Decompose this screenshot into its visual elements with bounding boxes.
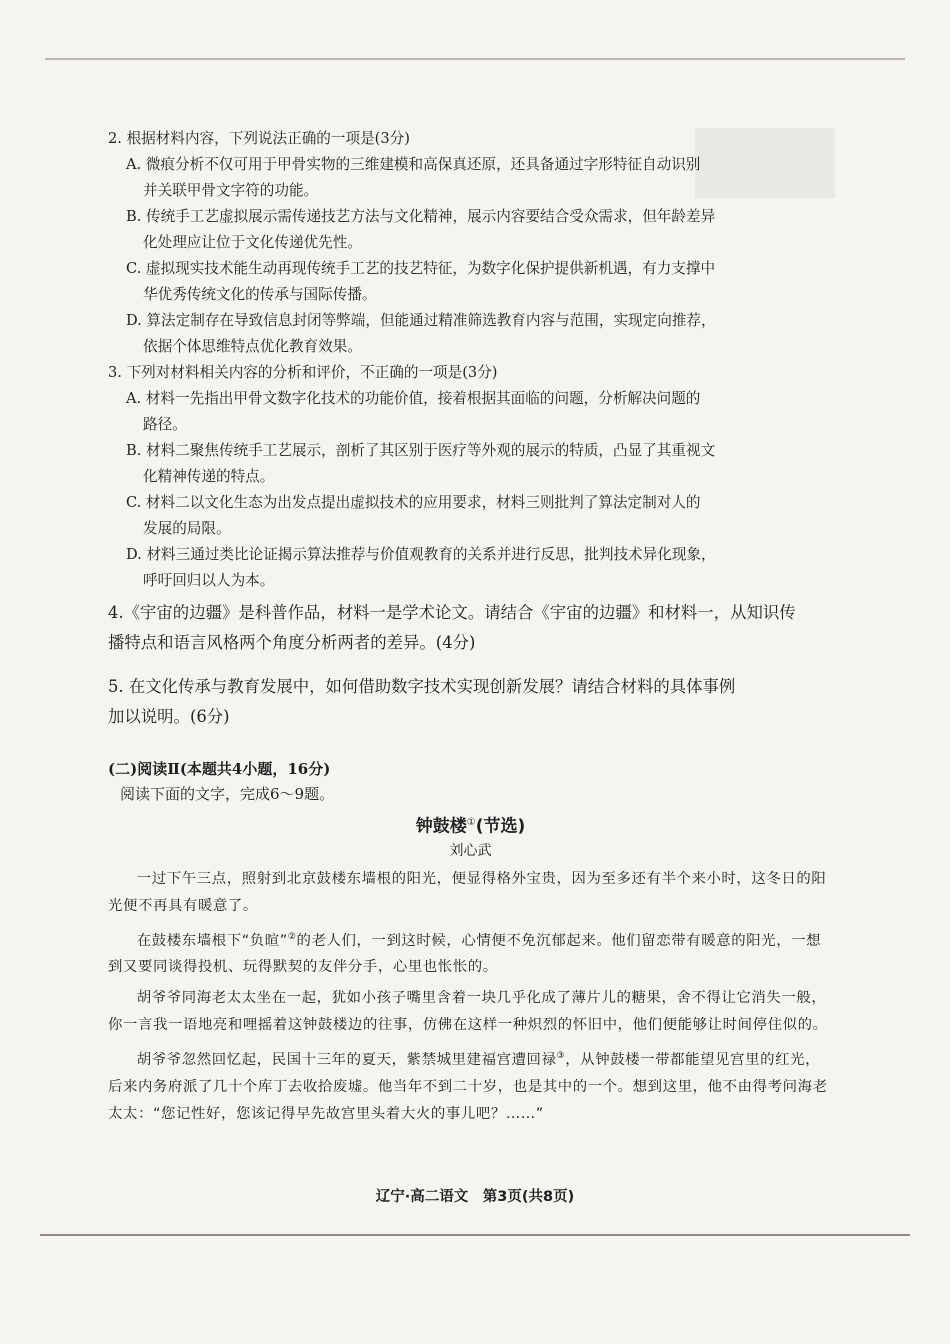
question-2-option-b: B. 传统手工艺虚拟展示需传递技艺方法与文化精神，展示内容要结合受众需求，但年龄差异 化处理应让位于文化传递优先性。 bbox=[126, 208, 716, 251]
top-divider bbox=[45, 58, 905, 60]
section-heading: (二)阅读Ⅱ(本题共4小题，16分) bbox=[108, 760, 331, 778]
question-4 bbox=[108, 598, 833, 658]
question-3-option-b: B. 材料二聚焦传统手工艺展示，剖析了其区别于医疗等外观的展示的特质，凸显了其重视文 化精神传递的特点。 bbox=[126, 442, 716, 485]
question-3-option-a: A. 材料一先指出甲骨文数字化技术的功能价值，接着根据其面临的问题，分析解决问题的 路径。 bbox=[126, 390, 701, 433]
question-5 bbox=[108, 672, 833, 732]
article-title: 钟鼓楼①(节选) bbox=[415, 816, 526, 837]
article-author: 刘心武 bbox=[449, 842, 492, 859]
question-3-stem: 3. 下列对材料相关内容的分析和评价，不正确的一项是(3分) bbox=[108, 364, 498, 381]
section-instruction: 阅读下面的文字，完成6～9题。 bbox=[120, 785, 335, 803]
article-paragraph-3: 胡爷爷同海老太太坐在一起，犹如小孩子嘴里含着一块几乎化成了薄片儿的糖果，舍不得让它消失一般，你一言我一语地亮和哩摇着这钟鼓楼边的往事，仿佛在这样一种炽烈的怀旧中，他们便能够让时间停住似的。 bbox=[108, 990, 828, 1034]
article-paragraph-4: 胡爷爷忽然回忆起，民国十三年的夏天，紫禁城里建福宫遭回禄③，从钟鼓楼一带都能望见宫里的红光，后来内务府派了几十个库丁去收拾废墟。他当年不到二十岁，也是其中的一个。想到这里，他不由得考问海老太太：“您记性好，您该记得早先故宫里头着大火的事儿吧？……” bbox=[108, 1051, 828, 1123]
footnote-mark-2: ② bbox=[287, 931, 297, 942]
question-3-option-c: C. 材料二以文化生态为出发点提出虚拟技术的应用要求，材料三则批判了算法定制对人的 发展的局限。 bbox=[126, 494, 701, 537]
question-4-line-1: 4.《宇宙的边疆》是科普作品，材料一是学术论文。请结合《宇宙的边疆》和材料一，从知识传 bbox=[108, 603, 796, 622]
article-paragraph-1: 一过下午三点，照射到北京鼓楼东墙根的阳光，便显得格外宝贵，因为至多还有半个来小时，这冬日的阳光便不再具有暖意了。 bbox=[108, 870, 827, 914]
question-2 bbox=[108, 126, 833, 360]
footnote-mark-3: ③ bbox=[556, 1051, 566, 1062]
question-2-option-c: C. 虚拟现实技术能生动再现传统手工艺的技艺特征，为数字化保护提供新机遇，有力支撑中 华优秀传统文化的传承与国际传播。 bbox=[126, 260, 716, 303]
question-5-line-1: 5. 在文化传承与教育发展中，如何借助数字技术实现创新发展？请结合材料的具体事例 bbox=[108, 677, 736, 696]
question-3-option-d: D. 材料三通过类比论证揭示算法推荐与价值观教育的关系并进行反思，批判技术异化现象， 呼吁回归以人为本。 bbox=[126, 546, 716, 589]
article-paragraph-2: 在鼓楼东墙根下“负暄”②的老人们，一到这时候，心情便不免沉郁起来。他们留恋带有暖意的阳光，一想到又要同谈得投机、玩得默契的友伴分手，心里也怅怅的。 bbox=[108, 931, 822, 976]
page-content bbox=[108, 126, 833, 1128]
question-2-stem: 2. 根据材料内容，下列说法正确的一项是(3分) bbox=[108, 130, 410, 147]
bottom-divider bbox=[40, 1234, 910, 1236]
page-footer: 辽宁·高二语文 第3页(共8页) bbox=[375, 1189, 575, 1205]
question-2-option-a: A. 微痕分析不仅可用于甲骨实物的三维建模和高保真还原，还具备通过字形特征自动识别 并关联甲骨文字符的功能。 bbox=[126, 156, 701, 199]
question-4-line-2: 播特点和语言风格两个角度分析两者的差异。(4分) bbox=[108, 633, 476, 652]
question-2-option-d: D. 算法定制存在导致信息封闭等弊端，但能通过精准筛选教育内容与范围，实现定向推荐， 依据个体思维特点优化教育效果。 bbox=[126, 312, 716, 355]
question-3 bbox=[108, 360, 833, 594]
question-5-line-2: 加以说明。(6分) bbox=[108, 707, 230, 726]
title-footnote-mark: ① bbox=[466, 817, 476, 828]
